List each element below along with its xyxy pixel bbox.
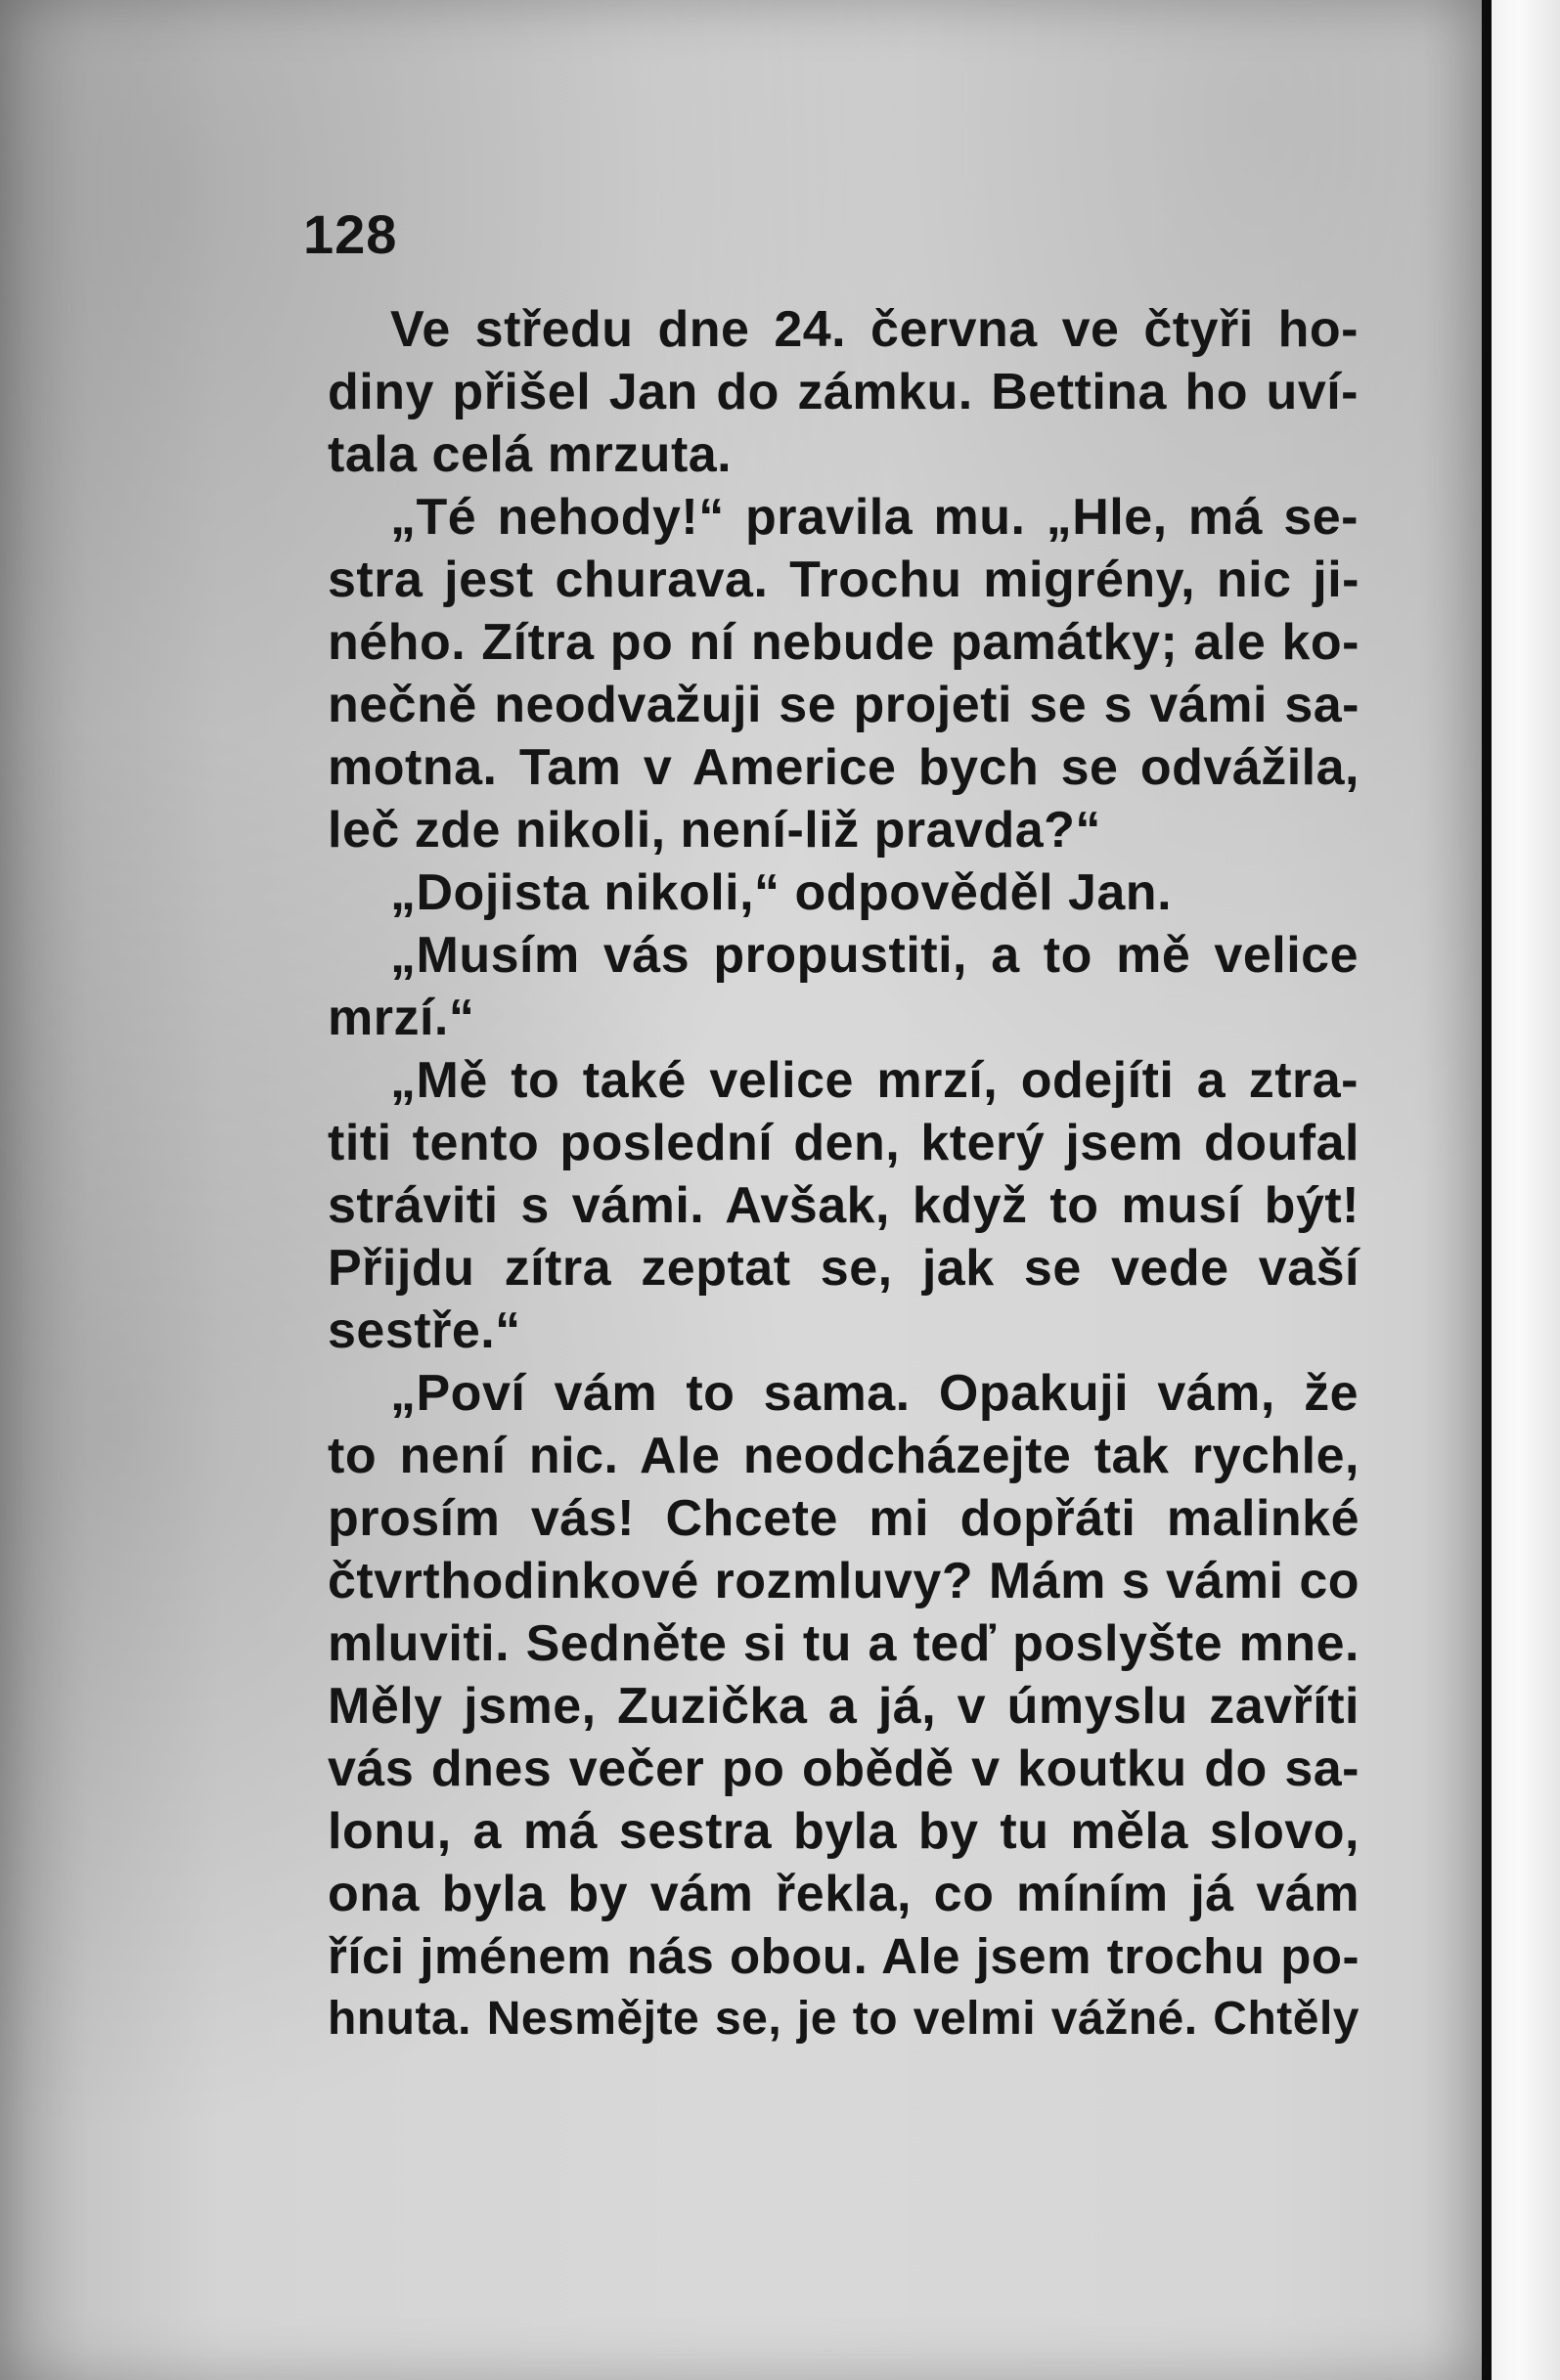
page-number: 128 <box>303 203 398 265</box>
text-line: stra jest churava. Trochu migrény, nic ji- <box>328 551 1359 608</box>
text-line: mrzí.“ <box>328 990 475 1046</box>
text-line: stráviti s vámi. Avšak, když to musí být! <box>328 1177 1359 1234</box>
text-line: prosím vás! Chcete mi dopřáti malinké <box>328 1490 1359 1547</box>
text-line: hnuta. Nesmějte se, je to velmi vážné. Chtěly <box>328 1993 1359 2045</box>
text-line: ona byla by vám řekla, co míním já vám <box>328 1866 1359 1922</box>
text-line: Měly jsme, Zuzička a já, v úmyslu zavříti <box>328 1678 1359 1735</box>
text-line: to není nic. Ale neodcházejte tak rychle, <box>328 1428 1359 1484</box>
text-line: „Mě to také velice mrzí, odejíti a ztra- <box>390 1052 1359 1109</box>
text-line: „Dojista nikoli,“ odpověděl Jan. <box>390 864 1173 921</box>
text-line: ného. Zítra po ní nebude památky; ale ko- <box>328 614 1359 671</box>
next-page-edge <box>1482 0 1560 2380</box>
text-line: motna. Tam v Americe bych se odvážila, <box>328 739 1359 796</box>
text-line: „Musím vás propustiti, a to mě velice <box>390 927 1359 984</box>
text-line: lonu, a má sestra byla by tu měla slovo, <box>328 1803 1359 1860</box>
text-line: čtvrthodinkové rozmluvy? Mám s vámi co <box>328 1553 1359 1609</box>
text-line: „Poví vám to sama. Opakuji vám, že <box>390 1365 1359 1422</box>
text-line: Ve středu dne 24. června ve čtyři ho- <box>390 301 1359 358</box>
text-line: nečně neodvažuji se projeti se s vámi sa- <box>328 677 1359 733</box>
text-line: sestře.“ <box>328 1302 521 1359</box>
text-line: říci jménem nás obou. Ale jsem trochu po- <box>328 1928 1359 1984</box>
text-line: vás dnes večer po obědě v koutku do sa- <box>328 1741 1359 1797</box>
text-line: tala celá mrzuta. <box>328 426 733 483</box>
text-line: titi tento poslední den, který jsem doufal <box>328 1115 1359 1171</box>
text-line: „Té nehody!“ pravila mu. „Hle, má se- <box>390 489 1359 546</box>
text-line: Přijdu zítra zeptat se, jak se vede vaší <box>328 1240 1359 1297</box>
text-line: leč zde nikoli, není-liž pravda?“ <box>328 802 1101 859</box>
text-line: mluviti. Sedněte si tu a teď poslyšte mne. <box>328 1615 1359 1672</box>
text-line: diny přišel Jan do zámku. Bettina ho uví- <box>328 364 1359 420</box>
